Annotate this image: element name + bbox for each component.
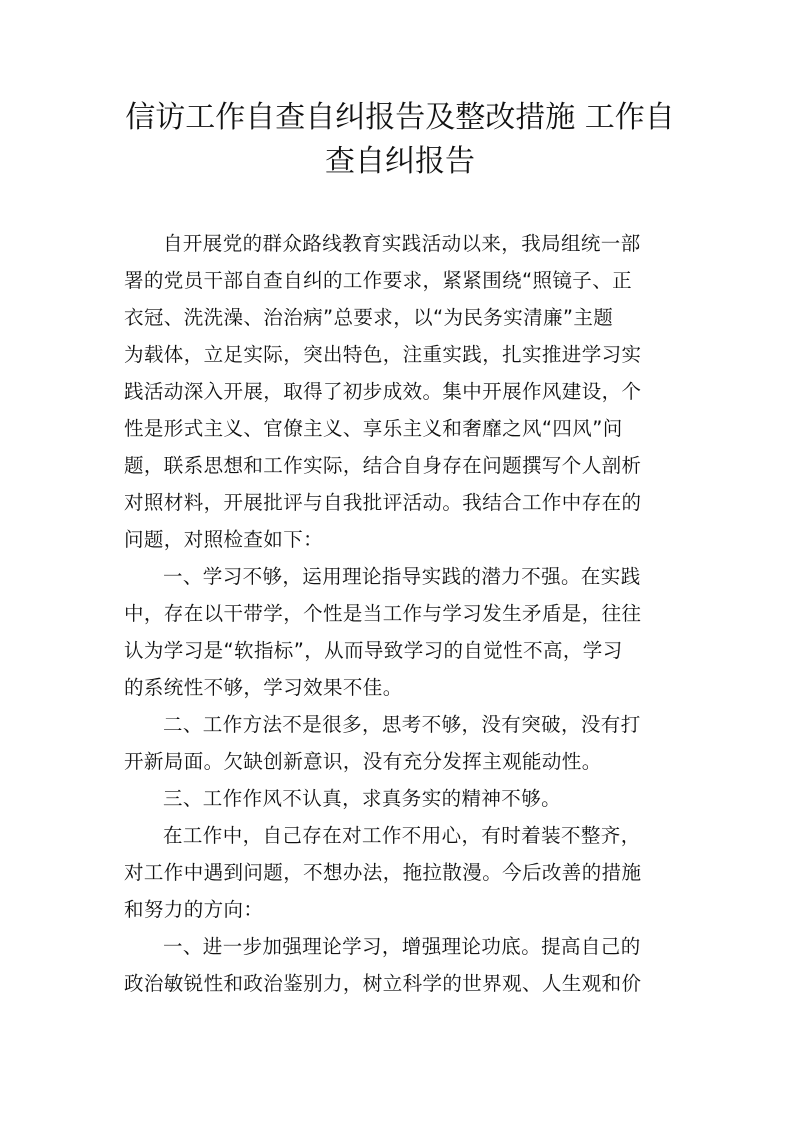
- paragraph-line: 题，联系思想和工作实际，结合自身存在问题撰写个人剖析: [124, 454, 642, 477]
- paragraph-line: 问题，对照检查如下：: [124, 528, 324, 551]
- paragraph-line: 一、学习不够，运用理论指导实践的潜力不强。在实践: [163, 565, 641, 588]
- paragraph-line: 自开展党的群众路线教育实践活动以来，我局组统一部: [163, 232, 641, 255]
- paragraph-line: 一、进一步加强理论学习，增强理论功底。提高自己的: [163, 935, 641, 958]
- paragraph-line: 中，存在以干带学，个性是当工作与学习发生矛盾是，往往: [124, 602, 642, 625]
- paragraph-line: 对照材料，开展批评与自我批评活动。我结合工作中存在的: [124, 491, 642, 514]
- paragraph-line: 署的党员干部自查自纠的工作要求，紧紧围绕“照镜子、正: [124, 269, 633, 292]
- paragraph-line: 的系统性不够，学习效果不佳。: [124, 676, 403, 699]
- paragraph-line: 政治敏锐性和政治鉴别力，树立科学的世界观、人生观和价: [124, 972, 642, 995]
- document-title-line-1: 信访工作自查自纠报告及整改措施 工作自: [125, 100, 675, 135]
- paragraph-line: 二、工作方法不是很多，思考不够，没有突破，没有打: [163, 713, 641, 736]
- paragraph-line: 认为学习是“软指标”，从而导致学习的自觉性不高，学习: [124, 639, 623, 662]
- paragraph-line: 衣冠、洗洗澡、治治病”总要求，以“为民务实清廉”主题: [124, 306, 614, 329]
- paragraph-line: 践活动深入开展，取得了初步成效。集中开展作风建设，个: [124, 380, 642, 403]
- paragraph-line: 对工作中遇到问题，不想办法，拖拉散漫。今后改善的措施: [124, 861, 642, 884]
- document-title-line-2: 查自纠报告: [325, 144, 475, 179]
- paragraph-line: 性是形式主义、官僚主义、享乐主义和奢靡之风“四风”问: [124, 417, 623, 440]
- paragraph-line: 为载体，立足实际，突出特色，注重实践，扎实推进学习实: [124, 343, 642, 366]
- paragraph-line: 和努力的方向：: [124, 898, 264, 921]
- paragraph-line: 开新局面。欠缺创新意识，没有充分发挥主观能动性。: [124, 750, 602, 773]
- paragraph-line: 三、工作作风不认真，求真务实的精神不够。: [163, 787, 562, 810]
- paragraph-line: 在工作中，自己存在对工作不用心，有时着装不整齐，: [163, 824, 641, 847]
